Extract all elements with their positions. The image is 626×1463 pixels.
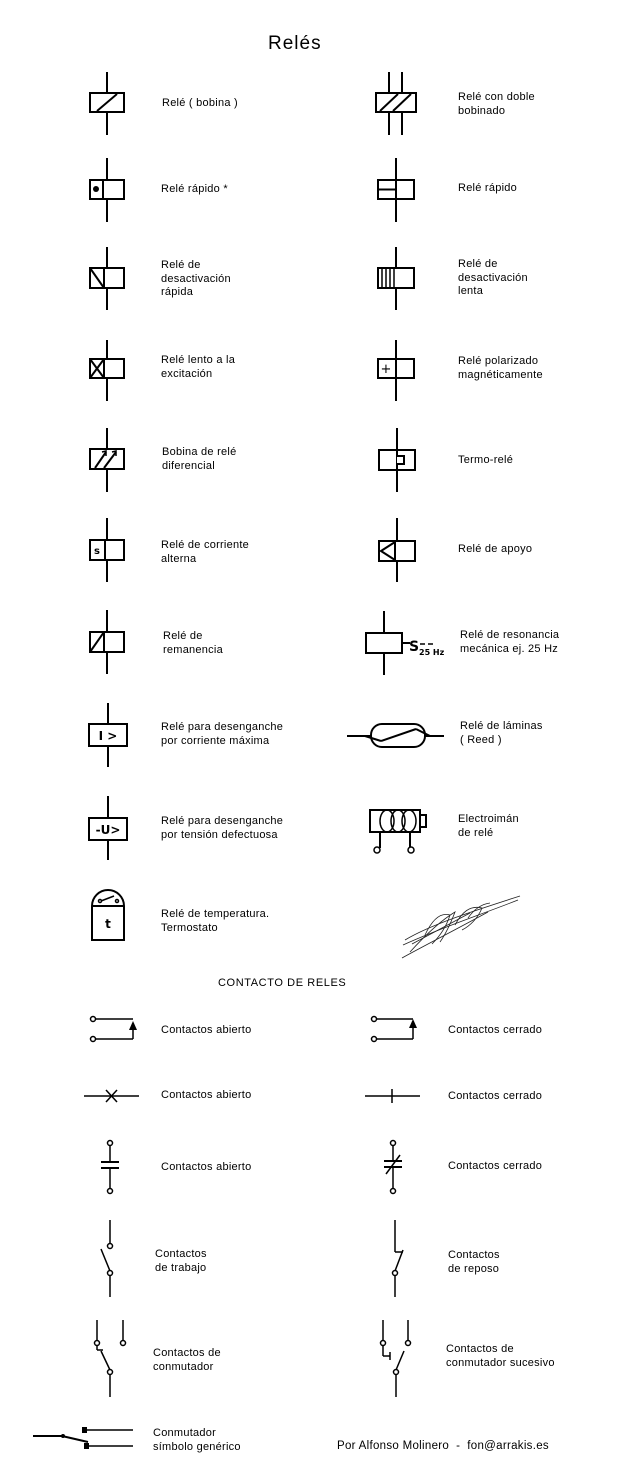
author-signature [402,896,520,958]
overcurrent-mark: I > [98,729,118,743]
work-contact-symbol [101,1220,113,1297]
label-contact-closed-2: Contactos cerrado [448,1090,543,1102]
thermostat-mark: t [105,917,111,931]
label-slow-operate-relay: Relé lento a la excitación [161,354,236,380]
fast-relay-star-symbol [90,158,124,222]
label-contact-open-1: Contactos abierto [161,1024,252,1036]
sequential-changeover-symbol [381,1320,411,1397]
label-contact-closed-3: Contactos cerrado [448,1160,543,1172]
footer-author: Por Alfonso Molinero [337,1440,450,1452]
footer-separator: - [456,1440,461,1452]
contact-open-1-symbol [91,1017,138,1042]
contact-closed-3-symbol [384,1141,402,1194]
polarized-mark: + [380,362,392,377]
label-reed-relay: Relé de láminas ( Reed ) [460,720,543,746]
undervoltage-mark: -U> [95,823,121,837]
support-relay-symbol [379,518,415,582]
slow-operate-symbol [90,340,124,401]
label-thermal-relay: Termo-relé [458,454,514,466]
label-contact-open-2: Contactos abierto [161,1089,252,1101]
label-work-contact: Contactos de trabajo [155,1248,207,1274]
label-resonance-relay: Relé de resonancia mecánica ej. 25 Hz [460,629,560,655]
overcurrent-symbol [89,703,127,767]
contact-closed-1-symbol [372,1017,418,1042]
label-differential-coil: Bobina de relé diferencial [162,446,237,472]
label-polarized-relay: Relé polarizado magnéticamente [458,355,543,381]
slow-release-symbol [378,247,414,310]
label-fast-relay: Relé rápido [458,182,518,194]
label-fast-relay-star: Relé rápido * [161,183,228,195]
coil-symbol [90,72,124,135]
label-support-relay: Relé de apoyo [458,543,533,555]
label-changeover-contact: Contactos de conmutador [153,1347,221,1373]
label-remanence-relay: Relé de remanencia [163,630,223,656]
ac-mark: s [94,546,100,557]
electromagnet-symbol [370,810,426,853]
label-double-winding-relay: Relé con doble bobinado [458,91,535,117]
thermostat-symbol [92,890,124,940]
label-thermostat-relay: Relé de temperatura. Termostato [161,908,270,934]
label-ac-relay: Relé de corriente alterna [161,539,250,565]
label-contact-open-3: Contactos abierto [161,1161,252,1173]
label-slow-release-relay: Relé de desactivación lenta [458,258,528,297]
double-winding-symbol [376,72,416,135]
label-generic-switch: Conmutador símbolo genérico [153,1427,241,1453]
remanence-symbol [90,610,124,674]
contact-open-2-symbol [84,1090,139,1102]
contact-closed-2-symbol [365,1089,420,1103]
contact-open-3-symbol [101,1141,119,1194]
label-overcurrent-relay: Relé para desenganche por corriente máxima [161,721,284,747]
thermal-relay-symbol [379,428,415,492]
label-relay-coil: Relé ( bobina ) [162,97,238,109]
footer-email: fon@arrakis.es [467,1440,549,1452]
undervoltage-symbol [89,796,127,860]
contacts-section-title: CONTACTO DE RELES [218,977,347,989]
label-contact-closed-1: Contactos cerrado [448,1024,543,1036]
generic-switch-symbol [33,1427,133,1449]
label-fast-release-relay: Relé de desactivación rápida [161,259,231,298]
polarized-symbol [378,340,414,401]
differential-coil-symbol [90,428,124,492]
label-relay-electromagnet: Electroimán de relé [458,813,519,839]
label-sequential-changeover: Contactos de conmutador sucesivo [446,1343,555,1369]
label-rest-contact: Contactos de reposo [448,1249,500,1275]
resonance-symbol [366,611,445,675]
ac-relay-symbol [90,518,124,582]
rest-contact-symbol [393,1220,404,1297]
resonance-mark: S [409,639,420,655]
fast-relay-symbol [378,158,414,222]
fast-release-symbol [90,247,124,310]
changeover-contact-symbol [95,1320,126,1397]
resonance-freq: 25 Hz [419,648,445,657]
label-undervoltage-relay: Relé para desenganche por tensión defectuosa [161,815,284,841]
page-title: Relés [268,33,322,54]
reed-relay-symbol [347,724,444,747]
